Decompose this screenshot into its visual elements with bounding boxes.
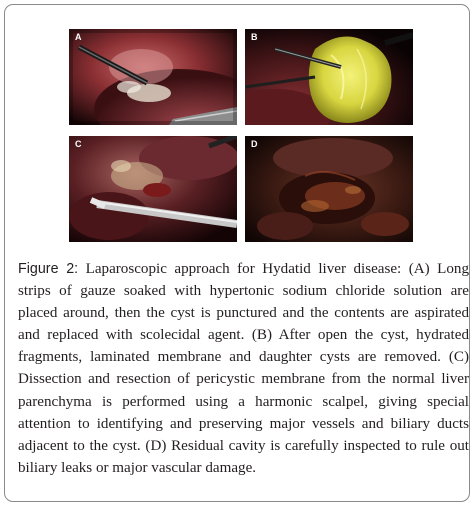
panel-label-b: B [251,32,258,42]
figure-panel-c [69,136,237,242]
figure-panel-b [245,29,413,125]
laparoscopic-image-a [69,29,237,125]
figure-panel-d [245,136,413,242]
figure-caption [18,258,469,479]
figure-panel-a [69,29,237,125]
figure-frame [4,4,470,502]
laparoscopic-image-b [245,29,413,125]
panel-label-d: D [251,139,258,149]
figure-caption-label: Figure 2: [18,261,79,277]
panel-label-c: C [75,139,82,149]
figure-caption-text: Laparoscopic approach for Hydatid liver disease: (A) Long strips of gauze soaked with hypertonic sodium chloride solution are placed around, then the cyst is punctured and the contents are aspirated and replaced with scolecidal agent. (B) After open the cyst, hydrated fragments, laminated membrane and daughter cysts are removed. (C) Dissection and resection of pericystic membrane from the normal liver parenchyma is performed using a harmonic scalpel, giving special attention to identifying and preserving major vessels and biliary ducts adjacent to the cyst. (D) Residual cavity is carefully inspected to rule out biliary leaks or major vascular damage. [18,261,469,476]
laparoscopic-image-c [69,136,237,242]
laparoscopic-image-d [245,136,413,242]
panel-label-a: A [75,32,82,42]
